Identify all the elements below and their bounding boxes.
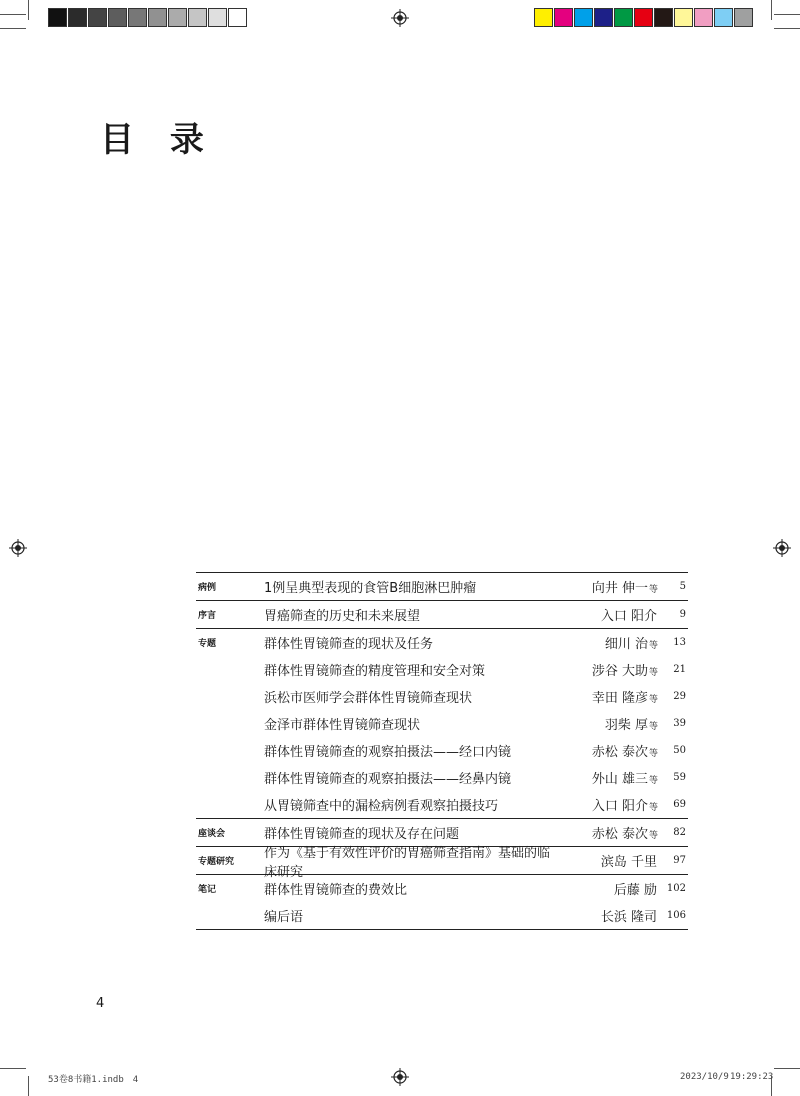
color-swatch [654,8,673,27]
table-of-contents [196,572,688,930]
toc-page: 29 [673,691,686,702]
toc-author-suffix: 等 [648,749,658,759]
color-swatch [168,8,187,27]
toc-page: 13 [673,637,686,648]
toc-category: 笔记 [198,885,217,895]
toc-page: 102 [666,883,686,894]
color-swatch [534,8,553,27]
toc-author-suffix: 等 [648,695,658,705]
toc-title: 作为《基于有效性评价的胃癌筛查指南》基础的临床研究 [264,845,551,880]
process-color-bar [534,8,754,27]
toc-title: 浜松市医师学会群体性胃镜筛查现状 [264,691,473,706]
toc-entry [196,737,688,764]
toc-entry [196,902,688,929]
toc-title: 1例呈典型表现的食管B细胞淋巴肿瘤 [264,581,477,596]
toc-page: 5 [679,581,686,592]
toc-title: 群体性胃镜筛查的费效比 [264,883,408,898]
toc-author-cell [558,687,658,706]
toc-author-suffix: 等 [648,668,658,678]
toc-page: 69 [673,799,686,810]
crop-mark [774,28,800,29]
toc-category: 专题 [198,639,217,649]
crop-mark [0,28,26,29]
registration-mark-icon [391,9,409,27]
toc-author-suffix: 等 [648,585,658,595]
toc-author: 赤松 泰次 [591,827,648,842]
toc-page: 59 [673,772,686,783]
color-swatch [634,8,653,27]
toc-page: 82 [673,827,686,838]
toc-category: 座谈会 [198,829,226,839]
toc-page: 106 [666,910,686,921]
registration-mark-icon [391,1068,409,1086]
toc-author-cell [558,851,658,870]
toc-entry [196,710,688,737]
toc-author-cell [558,714,658,733]
toc-author: 赤松 泰次 [591,745,648,760]
toc-entry [196,874,688,902]
color-swatch [574,8,593,27]
toc-title: 胃癌筛查的历史和未来展望 [264,609,421,624]
toc-entry [196,683,688,710]
toc-author: 后藤 励 [613,883,657,898]
crop-mark [774,1068,800,1069]
toc-author: 长浜 隆司 [600,910,657,925]
color-swatch [68,8,87,27]
toc-entry [196,600,688,628]
crop-mark [28,1076,29,1096]
toc-author-cell [558,577,658,596]
grayscale-color-bar [48,8,248,27]
toc-title: 金泽市群体性胃镜筛查现状 [264,718,421,733]
toc-title: 群体性胃镜筛查的现状及存在问题 [264,827,460,842]
toc-title: 群体性胃镜筛查的观察拍摄法——经口内镜 [264,745,512,760]
footer-date: 2023/10/9 [680,1072,729,1082]
footer-file: 53卷8书籍1.indb 4 [48,1075,139,1085]
toc-title: 群体性胃镜筛查的观察拍摄法——经鼻内镜 [264,772,512,787]
crop-mark [0,1068,26,1069]
toc-page: 21 [673,664,686,675]
color-swatch [208,8,227,27]
crop-mark [0,14,26,15]
toc-author-cell [558,795,658,814]
toc-page: 50 [673,745,686,756]
toc-page: 97 [673,855,686,866]
color-swatch [734,8,753,27]
toc-author-cell [558,741,658,760]
toc-title: 群体性胃镜筛查的精度管理和安全对策 [264,664,486,679]
toc-author-suffix: 等 [648,831,658,841]
toc-entry [196,656,688,683]
page-number: 4 [96,996,105,1011]
toc-author-cell [558,768,658,787]
toc-author-cell [558,879,658,898]
toc-author: 外山 雄三 [591,772,648,787]
color-swatch [694,8,713,27]
toc-title: 从胃镜筛查中的漏检病例看观察拍摄技巧 [264,799,499,814]
color-swatch [714,8,733,27]
toc-author: 羽柴 厚 [604,718,648,733]
toc-author: 入口 阳介 [600,609,657,624]
crop-mark [771,0,772,20]
toc-entry [196,764,688,791]
color-swatch [148,8,167,27]
page-title: 目 录 [100,120,216,160]
toc-entry [196,791,688,818]
toc-author: 向井 伸一 [591,581,648,596]
registration-mark-icon [9,539,27,557]
registration-mark-icon [773,539,791,557]
color-swatch [594,8,613,27]
toc-author-cell [558,823,658,842]
toc-title: 编后语 [264,910,304,925]
footer-time: 19:29:23 [730,1072,774,1082]
toc-entry [196,572,688,600]
toc-author: 幸田 隆彦 [591,691,648,706]
color-swatch [128,8,147,27]
toc-bottom-rule [196,929,688,930]
color-swatch [674,8,693,27]
toc-author-suffix: 等 [648,776,658,786]
toc-author: 入口 阳介 [591,799,648,814]
toc-author-suffix: 等 [648,803,658,813]
color-swatch [188,8,207,27]
toc-author-cell [558,660,658,679]
toc-entry [196,628,688,656]
toc-category: 专题研究 [198,857,235,867]
toc-author-suffix: 等 [648,641,658,651]
toc-entry [196,845,688,880]
toc-author: 涉谷 大助 [591,664,648,679]
toc-author-cell [558,633,658,652]
toc-author-cell [558,605,658,624]
toc-author-suffix: 等 [648,722,658,732]
toc-category: 病例 [198,583,217,593]
toc-author: 滨岛 千里 [600,855,657,870]
toc-page: 9 [679,609,686,620]
crop-mark [774,14,800,15]
toc-page: 39 [673,718,686,729]
color-swatch [48,8,67,27]
crop-mark [28,0,29,20]
color-swatch [228,8,247,27]
color-swatch [554,8,573,27]
toc-author-cell [558,906,658,925]
color-swatch [88,8,107,27]
color-swatch [614,8,633,27]
toc-category: 序言 [198,611,217,621]
toc-title: 群体性胃镜筛查的现状及任务 [264,637,434,652]
color-swatch [108,8,127,27]
toc-author: 细川 治 [604,637,648,652]
